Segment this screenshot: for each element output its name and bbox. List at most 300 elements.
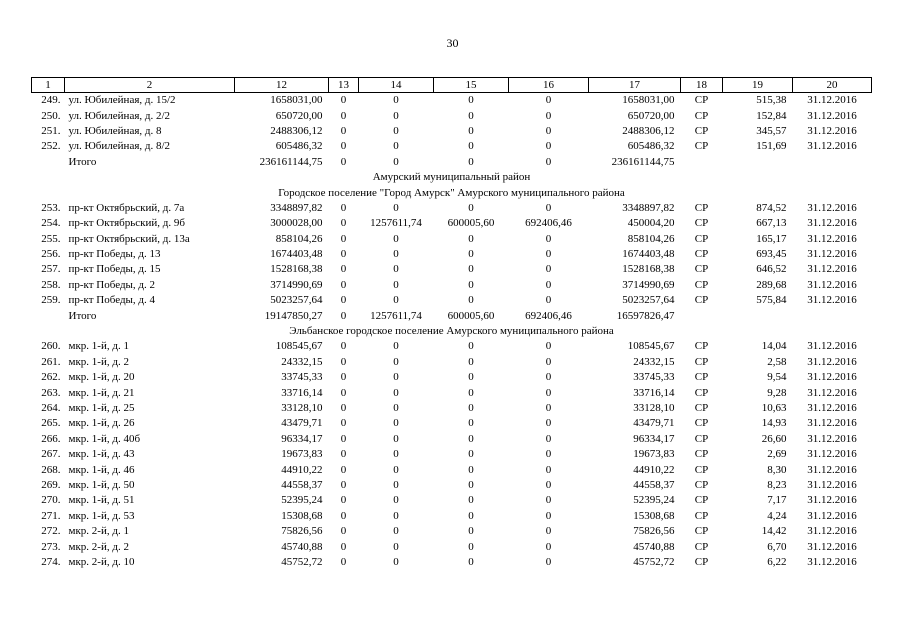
- deadline-cell: 31.12.2016: [807, 124, 857, 137]
- table-row: [32, 232, 872, 247]
- col-15-cell: 0: [468, 432, 474, 445]
- col-14-cell: 0: [393, 201, 399, 214]
- col-15-cell: 0: [468, 371, 474, 384]
- section-heading: Амурский муниципальный район: [372, 171, 531, 184]
- col-15-cell: 0: [468, 417, 474, 430]
- column-header: 13: [329, 78, 359, 93]
- col-13-cell: 0: [340, 448, 347, 461]
- col-13-cell: 0: [340, 217, 347, 230]
- col-17-cell: 450004,20: [627, 217, 675, 230]
- col-14-cell: 0: [393, 478, 399, 491]
- row-number-cell: 264.: [41, 402, 61, 414]
- col-15-cell: 0: [468, 340, 474, 353]
- total-cost-cell: 3000028,00: [270, 217, 323, 230]
- work-type-cell: СР: [694, 463, 709, 476]
- total-cost-cell: 15308,68: [281, 509, 323, 522]
- table-row: [32, 416, 872, 431]
- col-14-cell: 0: [393, 248, 399, 261]
- col-14-cell: 1257611,74: [370, 309, 422, 322]
- address-cell: мкр. 2-й, д. 1: [68, 525, 129, 538]
- row-number-cell: 249.: [41, 94, 61, 107]
- address-cell: мкр. 2-й, д. 2: [68, 540, 129, 553]
- col-17-cell: 96334,17: [633, 432, 675, 445]
- deadline-cell: 31.12.2016: [807, 448, 857, 461]
- col-17-cell: 858104,26: [627, 232, 675, 245]
- col-19-cell: 693,45: [756, 248, 787, 261]
- col-13-cell: 0: [340, 525, 347, 538]
- col-14-cell: 0: [393, 525, 399, 538]
- deadline-cell: 31.12.2016: [807, 540, 857, 553]
- col-17-cell: 3714990,69: [622, 278, 675, 291]
- col-19-cell: 874,52: [756, 201, 787, 214]
- col-14-cell: 0: [393, 432, 399, 445]
- col-13-cell: 0: [340, 248, 347, 261]
- col-16-cell: 0: [545, 201, 552, 214]
- col-13-cell: 0: [340, 294, 347, 307]
- col-15-cell: 0: [468, 94, 474, 107]
- col-19-cell: 165,17: [756, 232, 787, 245]
- row-number-cell: 256.: [41, 248, 61, 261]
- work-type-cell: СР: [694, 432, 709, 445]
- work-type-cell: СР: [694, 94, 709, 107]
- col-16-cell: 0: [545, 278, 552, 291]
- col-17-cell: 1658031,00: [622, 94, 675, 107]
- col-14-cell: 0: [393, 140, 399, 153]
- col-17-cell: 15308,68: [633, 509, 675, 522]
- row-number-cell: 254.: [41, 217, 61, 230]
- table-row: [32, 539, 872, 554]
- total-cost-cell: 33745,33: [281, 371, 323, 384]
- work-type-cell: СР: [694, 232, 709, 245]
- total-cost-cell: 605486,32: [275, 140, 323, 153]
- col-13-cell: 0: [340, 540, 347, 553]
- address-cell: мкр. 1-й, д. 53: [68, 509, 135, 522]
- col-15-cell: 0: [468, 402, 474, 414]
- col-19-cell: 8,23: [767, 478, 787, 491]
- address-cell: мкр. 1-й, д. 46: [68, 463, 135, 476]
- row-number-cell: 273.: [41, 540, 61, 553]
- col-13-cell: 0: [340, 278, 347, 291]
- table-row: [32, 478, 872, 493]
- col-13-cell: 0: [340, 463, 347, 476]
- col-19-cell: 7,17: [767, 494, 787, 507]
- col-15-cell: 0: [468, 140, 474, 153]
- col-14-cell: 0: [393, 232, 399, 245]
- deadline-cell: 31.12.2016: [807, 432, 857, 445]
- col-19-cell: 9,54: [767, 371, 787, 384]
- col-14-cell: 0: [393, 417, 399, 430]
- col-19-cell: 6,70: [767, 540, 787, 553]
- col-15-cell: 0: [468, 478, 474, 491]
- work-type-cell: СР: [694, 217, 709, 230]
- col-13-cell: 0: [340, 555, 347, 568]
- col-15-cell: 0: [468, 248, 474, 261]
- table-row: [32, 339, 872, 354]
- row-number-cell: 265.: [41, 417, 61, 430]
- col-14-cell: 0: [393, 386, 399, 399]
- work-type-cell: СР: [694, 263, 709, 276]
- total-cost-cell: 108545,67: [275, 340, 323, 353]
- col-14-cell: 0: [393, 494, 399, 507]
- col-13-cell: 0: [340, 371, 347, 384]
- col-17-cell: 52395,24: [633, 494, 675, 507]
- col-16-cell: 0: [545, 248, 552, 261]
- col-13-cell: 0: [340, 124, 347, 137]
- col-19-cell: 8,30: [767, 463, 787, 476]
- col-13-cell: 0: [340, 140, 347, 153]
- total-cost-cell: 45752,72: [281, 555, 323, 568]
- col-15-cell: 0: [468, 448, 474, 461]
- table-row: [32, 509, 872, 524]
- table-row: [32, 124, 872, 139]
- col-17-cell: 650720,00: [627, 109, 675, 122]
- col-17-cell: 2488306,12: [622, 124, 675, 137]
- col-16-cell: 0: [545, 494, 552, 507]
- col-14-cell: 0: [393, 340, 399, 353]
- col-15-cell: 0: [468, 386, 474, 399]
- table-row: [32, 370, 872, 385]
- col-19-cell: 289,68: [756, 278, 787, 291]
- col-13-cell: 0: [340, 94, 347, 107]
- col-15-cell: 0: [468, 232, 474, 245]
- total-cost-cell: 858104,26: [275, 232, 323, 245]
- deadline-cell: 31.12.2016: [807, 402, 857, 414]
- col-15-cell: 0: [468, 494, 474, 507]
- table-body: [32, 93, 872, 571]
- col-13-cell: 0: [340, 509, 347, 522]
- col-17-cell: 44910,22: [633, 463, 675, 476]
- column-header: 14: [359, 78, 434, 93]
- col-17-cell: 16597826,47: [616, 309, 675, 322]
- table-row: [32, 462, 872, 477]
- table-row: [32, 555, 872, 570]
- work-type-cell: СР: [694, 371, 709, 384]
- col-17-cell: 3348897,82: [622, 201, 675, 214]
- col-17-cell: 43479,71: [633, 417, 675, 430]
- col-17-cell: 1674403,48: [622, 248, 675, 261]
- col-14-cell: 0: [393, 555, 399, 568]
- col-13-cell: 0: [340, 340, 347, 353]
- col-19-cell: 515,38: [756, 94, 787, 107]
- col-17-cell: 24332,15: [633, 355, 675, 368]
- column-header: 19: [723, 78, 793, 93]
- address-cell: пр-кт Победы, д. 4: [68, 294, 156, 307]
- address-cell: мкр. 1-й, д. 51: [68, 494, 135, 507]
- col-16-cell: 0: [545, 124, 552, 137]
- deadline-cell: 31.12.2016: [807, 278, 857, 291]
- deadline-cell: 31.12.2016: [807, 525, 857, 538]
- address-cell: мкр. 1-й, д. 25: [68, 402, 135, 414]
- col-19-cell: 667,13: [756, 217, 787, 230]
- col-14-cell: 0: [393, 263, 399, 276]
- col-14-cell: 0: [393, 371, 399, 384]
- col-16-cell: 0: [545, 432, 552, 445]
- total-cost-cell: 2488306,12: [270, 124, 323, 137]
- col-16-cell: 0: [545, 355, 552, 368]
- col-16-cell: 0: [545, 294, 552, 307]
- section-heading-row: [32, 324, 872, 339]
- work-type-cell: СР: [694, 448, 709, 461]
- table-row: [32, 493, 872, 508]
- col-13-cell: 0: [340, 432, 347, 445]
- address-cell: Итого: [68, 309, 97, 322]
- col-13-cell: 0: [340, 355, 347, 368]
- col-15-cell: 0: [468, 525, 474, 538]
- total-cost-cell: 236161144,75: [259, 155, 323, 168]
- address-cell: пр-кт Октябрьский, д. 13а: [68, 232, 190, 245]
- col-17-cell: 5023257,64: [622, 294, 675, 307]
- work-type-cell: СР: [694, 402, 709, 414]
- col-16-cell: 0: [545, 232, 552, 245]
- address-cell: пр-кт Октябрьский, д. 9б: [68, 217, 185, 230]
- work-type-cell: СР: [694, 294, 709, 307]
- col-17-cell: 45752,72: [633, 555, 675, 568]
- col-14-cell: 0: [393, 355, 399, 368]
- row-number-cell: 252.: [41, 140, 61, 153]
- work-type-cell: СР: [694, 109, 709, 122]
- col-14-cell: 1257611,74: [370, 217, 422, 230]
- col-17-cell: 605486,32: [627, 140, 675, 153]
- deadline-cell: 31.12.2016: [807, 294, 857, 307]
- table-row: [32, 524, 872, 539]
- row-number-cell: 261.: [41, 355, 61, 368]
- deadline-cell: 31.12.2016: [807, 263, 857, 276]
- table-row: [32, 447, 872, 462]
- address-cell: пр-кт Октябрьский, д. 7а: [68, 201, 185, 214]
- col-19-cell: 4,24: [767, 509, 787, 522]
- address-cell: мкр. 1-й, д. 21: [68, 386, 135, 399]
- col-16-cell: 0: [545, 478, 552, 491]
- col-15-cell: 0: [468, 355, 474, 368]
- col-15-cell: 0: [468, 555, 474, 568]
- address-cell: ул. Юбилейная, д. 8/2: [68, 140, 171, 153]
- row-number-cell: 260.: [41, 340, 61, 353]
- table-row: [32, 155, 872, 170]
- col-19-cell: 152,84: [756, 109, 787, 122]
- col-13-cell: 0: [340, 478, 347, 491]
- work-type-cell: [681, 155, 723, 170]
- col-19-cell: [723, 308, 793, 323]
- table-row: [32, 355, 872, 370]
- work-type-cell: СР: [694, 509, 709, 522]
- col-15-cell: 0: [468, 109, 474, 122]
- col-14-cell: 0: [393, 448, 399, 461]
- deadline-cell: 31.12.2016: [807, 355, 857, 368]
- address-cell: пр-кт Победы, д. 2: [68, 278, 156, 291]
- row-number-cell: 251.: [41, 124, 61, 137]
- row-number-cell: 262.: [41, 371, 61, 384]
- address-cell: мкр. 1-й, д. 40б: [68, 432, 141, 445]
- total-cost-cell: 1658031,00: [270, 94, 323, 107]
- address-cell: ул. Юбилейная, д. 15/2: [68, 94, 176, 107]
- col-14-cell: 0: [393, 509, 399, 522]
- row-number-cell: 274.: [41, 555, 61, 568]
- col-13-cell: 0: [340, 232, 347, 245]
- col-17-cell: 75826,56: [633, 525, 675, 538]
- col-16-cell: 0: [545, 94, 552, 107]
- total-cost-cell: 5023257,64: [270, 294, 323, 307]
- section-heading-row: [32, 170, 872, 185]
- col-16-cell: 0: [545, 340, 552, 353]
- col-19-cell: 14,93: [761, 417, 787, 430]
- section-heading: Эльбанское городское поселение Амурского муниципального района: [289, 325, 614, 338]
- col-14-cell: 0: [393, 294, 399, 307]
- col-17-cell: 236161144,75: [611, 155, 675, 168]
- col-14-cell: 0: [393, 402, 399, 414]
- col-13-cell: 0: [340, 417, 347, 430]
- col-14-cell: 0: [393, 124, 399, 137]
- col-15-cell: 0: [468, 155, 474, 168]
- table-row: [32, 93, 872, 109]
- col-19-cell: 2,69: [767, 448, 787, 461]
- address-cell: пр-кт Победы, д. 15: [68, 263, 161, 276]
- header-row: [32, 78, 872, 93]
- deadline-cell: 31.12.2016: [807, 509, 857, 522]
- table-row: [32, 385, 872, 400]
- deadline-cell: 31.12.2016: [807, 248, 857, 261]
- col-15-cell: 0: [468, 278, 474, 291]
- column-header: 2: [65, 78, 235, 93]
- row-number-cell: 253.: [41, 201, 61, 214]
- col-13-cell: 0: [340, 155, 347, 168]
- deadline-cell: 31.12.2016: [807, 371, 857, 384]
- work-type-cell: СР: [694, 140, 709, 153]
- address-cell: мкр. 1-й, д. 50: [68, 478, 135, 491]
- col-15-cell: 0: [468, 540, 474, 553]
- col-14-cell: 0: [393, 109, 399, 122]
- col-19-cell: 10,63: [761, 402, 787, 414]
- row-number-cell: 258.: [41, 278, 61, 291]
- work-type-cell: СР: [694, 417, 709, 430]
- col-15-cell: 0: [468, 124, 474, 137]
- work-type-cell: СР: [694, 355, 709, 368]
- total-cost-cell: 19673,83: [281, 448, 323, 461]
- address-cell: ул. Юбилейная, д. 8: [68, 124, 162, 137]
- row-number-cell: 268.: [41, 463, 61, 476]
- col-13-cell: 0: [340, 402, 347, 414]
- col-14-cell: 0: [393, 463, 399, 476]
- col-13-cell: 0: [340, 109, 347, 122]
- row-number-cell: 272.: [41, 525, 61, 538]
- row-number-cell: 257.: [41, 263, 61, 276]
- col-19-cell: 2,58: [767, 355, 787, 368]
- section-heading: Городское поселение "Город Амурск" Амурского муниципального района: [278, 186, 625, 199]
- address-cell: Итого: [68, 155, 97, 168]
- row-number-cell: 267.: [41, 448, 61, 461]
- row-number-cell: 269.: [41, 478, 61, 491]
- col-13-cell: 0: [340, 494, 347, 507]
- row-number-cell: 250.: [41, 109, 61, 122]
- col-16-cell: 0: [545, 417, 552, 430]
- deadline-cell: 31.12.2016: [807, 140, 857, 153]
- col-19-cell: 26,60: [761, 432, 787, 445]
- deadline-cell: 31.12.2016: [807, 494, 857, 507]
- table-row: [32, 432, 872, 447]
- work-type-cell: [681, 308, 723, 323]
- total-cost-cell: 44910,22: [281, 463, 323, 476]
- col-19-cell: 345,57: [756, 124, 787, 137]
- col-15-cell: 0: [468, 463, 474, 476]
- address-cell: мкр. 1-й, д. 20: [68, 371, 135, 384]
- total-cost-cell: 650720,00: [275, 109, 323, 122]
- col-16-cell: 0: [545, 402, 552, 414]
- col-17-cell: 19673,83: [633, 448, 675, 461]
- deadline-cell: [793, 308, 872, 323]
- deadline-cell: 31.12.2016: [807, 340, 857, 353]
- row-number-cell: 263.: [41, 386, 61, 399]
- deadline-cell: 31.12.2016: [807, 94, 857, 107]
- row-number-cell: 270.: [41, 494, 61, 507]
- col-13-cell: 0: [340, 263, 347, 276]
- total-cost-cell: 3348897,82: [270, 201, 323, 214]
- work-type-cell: СР: [694, 248, 709, 261]
- col-17-cell: 44558,37: [633, 478, 675, 491]
- address-cell: мкр. 1-й, д. 2: [68, 355, 129, 368]
- col-19-cell: 6,22: [767, 555, 787, 568]
- total-cost-cell: 1528168,38: [270, 263, 323, 276]
- address-cell: мкр. 1-й, д. 43: [68, 448, 135, 461]
- table-row: [32, 139, 872, 154]
- col-14-cell: 0: [393, 540, 399, 553]
- total-cost-cell: 24332,15: [281, 355, 323, 368]
- column-header: 1: [32, 78, 65, 93]
- col-19-cell: 646,52: [756, 263, 787, 276]
- col-17-cell: 33716,14: [633, 386, 675, 399]
- col-16-cell: 0: [545, 386, 552, 399]
- work-type-cell: СР: [694, 201, 709, 214]
- address-cell: ул. Юбилейная, д. 2/2: [68, 109, 171, 122]
- column-header: 18: [681, 78, 723, 93]
- col-19-cell: 151,69: [756, 140, 787, 153]
- work-type-cell: СР: [694, 124, 709, 137]
- table-row: [32, 201, 872, 216]
- table-row: [32, 216, 872, 231]
- table-row: [32, 108, 872, 123]
- col-15-cell: 0: [468, 201, 474, 214]
- row-number-cell: [32, 155, 65, 170]
- col-19-cell: 14,42: [761, 525, 787, 538]
- work-type-cell: СР: [694, 386, 709, 399]
- table-row: [32, 278, 872, 293]
- col-15-cell: 0: [468, 509, 474, 522]
- total-cost-cell: 3714990,69: [270, 278, 323, 291]
- deadline-cell: 31.12.2016: [807, 463, 857, 476]
- total-cost-cell: 19147850,27: [264, 309, 323, 322]
- registry-table: [31, 77, 872, 570]
- col-19-cell: 9,28: [767, 386, 787, 399]
- deadline-cell: 31.12.2016: [807, 417, 857, 430]
- col-19-cell: 575,84: [756, 294, 787, 307]
- col-13-cell: 0: [340, 201, 347, 214]
- col-16-cell: 0: [545, 140, 552, 153]
- deadline-cell: 31.12.2016: [807, 109, 857, 122]
- col-17-cell: 1528168,38: [622, 263, 675, 276]
- row-number-cell: 255.: [41, 232, 61, 245]
- column-header: 20: [793, 78, 872, 93]
- address-cell: мкр. 2-й, д. 10: [68, 555, 135, 568]
- col-16-cell: 0: [545, 371, 552, 384]
- col-16-cell: 0: [545, 463, 552, 476]
- section-heading-row: [32, 185, 872, 200]
- col-15-cell: 0: [468, 294, 474, 307]
- work-type-cell: СР: [694, 555, 709, 568]
- col-16-cell: 692406,46: [525, 217, 572, 230]
- col-16-cell: 0: [545, 448, 552, 461]
- table-row: [32, 262, 872, 277]
- col-19-cell: 14,04: [761, 340, 787, 353]
- work-type-cell: СР: [694, 278, 709, 291]
- column-header: 17: [589, 78, 681, 93]
